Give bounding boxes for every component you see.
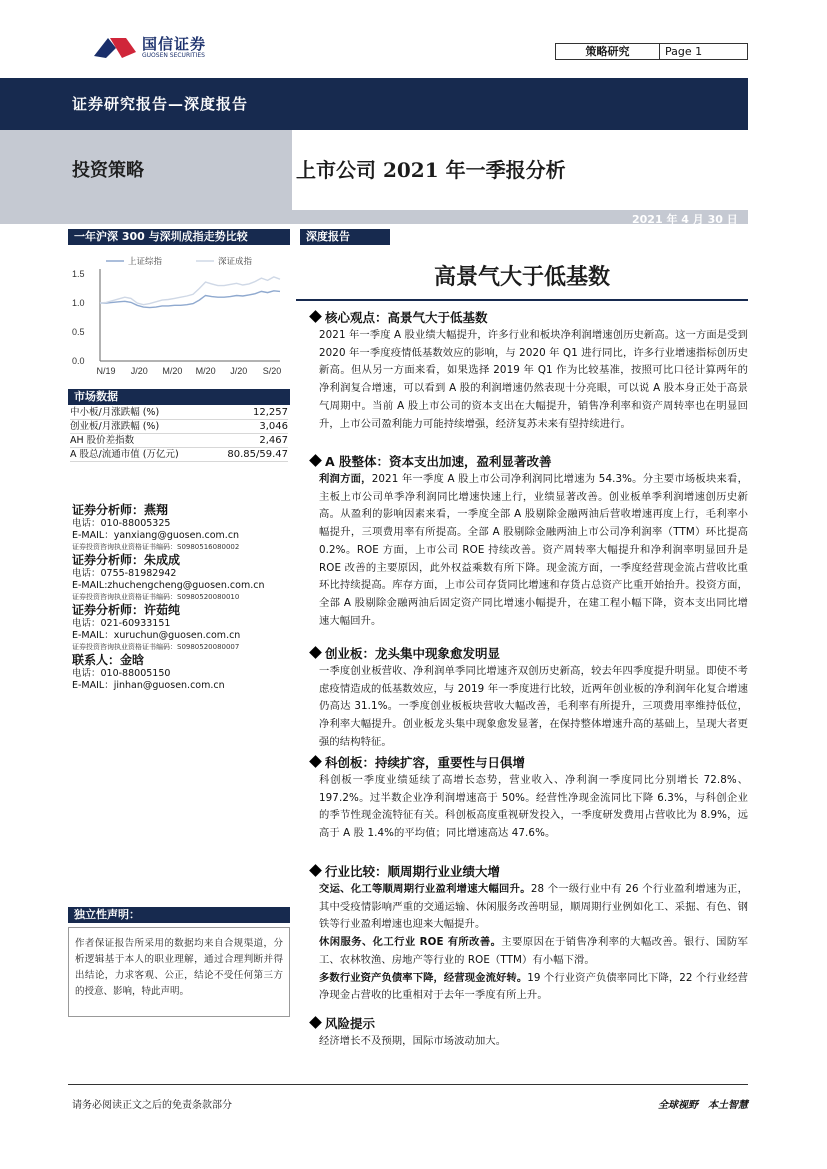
logo-name-cn: 国信证券 [142,35,207,53]
section-heading: 风险提示 [306,1015,748,1033]
header-grey-block [0,130,292,210]
section-risk [306,1015,748,1051]
analyst-block [72,502,290,552]
section-core-view [306,309,748,433]
diamond-bullet-icon [309,1016,322,1029]
series-line [100,291,280,308]
disclaimer-note: 请务必阅读正文之后的免责条款部分 [72,1100,232,1111]
section-paragraph: 经济增长不及预期，国际市场波动加大。 [319,1035,507,1047]
analyst-cert: 证券投资咨询执业资格证书编码：S0980520080010 [72,593,240,601]
x-tick-label: M/20 [195,366,216,376]
section-heading: 创业板：龙头集中现象愈发明显 [306,645,748,663]
diamond-bullet-icon [309,646,322,659]
x-tick-label: S/20 [262,366,282,376]
analyst-name: 证券分析师：许茹纯 [72,603,181,617]
analyst-list [72,502,290,692]
analyst-phone: 电话：010-88005325 [72,518,171,529]
table-row: 创业板/月涨跌幅 (%) 3,046 [70,421,288,432]
section-paragraph: 一季度创业板营收、净利润单季同比增速齐双创历史新高，较去年四季度提升明显。即使不考虑疫情造成的低基数效应，与 2019 年一季度进行比较，近两年创业板的净利润年化复合增速仍高达 31.1%。一季度创业板板块营收大幅改善，毛利率有所提升，三项费用率维持低位，净利率大幅提升。创业板龙头集中现象愈发显著，在保持整体增速升高的基础上，呈现大者更强的结构特征。 [319,665,748,748]
contact-phone: 电话：010-88005150 [72,668,171,679]
slogan: 全球视野 本土智慧 [658,1100,748,1111]
logo-name-en: GUOSEN SECURITIES [142,52,205,59]
category-label: 策略研究 [556,44,660,59]
footer-divider [68,1084,748,1085]
logo-mark-icon [92,32,138,62]
page-tag [555,43,748,60]
diamond-bullet-icon [309,755,322,768]
analyst-block [72,602,290,652]
x-tick-label: J/20 [230,366,248,376]
legend-label: 深证成指 [218,257,253,267]
contact-email[interactable]: E-MAIL：jinhan@guosen.com.cn [72,680,225,691]
series-line [100,277,280,305]
report-category: 投资策略 [72,160,144,181]
y-tick-label: 1.0 [72,298,85,308]
section-paragraph: 科创板一季度业绩延续了高增长态势，营业收入、净利润一季度同比分别增长 72.8%、197.2%。过半数企业净利润增速高于 50%。经营性净现金流同比下降 6.3%，与科创企业的季节性现金流特征有关。科创板高度重视研发投入，一季度研发费用占营收比为 8.9%，远高于 A 股 1.4%的平均值；同比增速高达 47.6%。 [319,774,748,840]
independence-heading: 独立性声明： [68,907,290,923]
table-row: 中小板/月涨跌幅 (%) 12,257 [70,407,288,418]
independence-statement: 作者保证报告所采用的数据均来自合规渠道，分析逻辑基于本人的职业理解，通过合理判断并得出结论，力求客观、公正，结论不受任何第三方的授意、影响，特此声明。 [68,927,290,1017]
chart-svg [68,249,290,379]
analyst-name: 证券分析师：朱成成 [72,553,181,567]
chart-heading: 一年沪深 300 与深圳成指走势比较 [68,229,290,245]
analyst-cert: 证券投资咨询执业资格证书编码：S0980520080007 [72,643,240,651]
guosen-logo [92,32,222,62]
page-number: Page 1 [665,45,703,58]
section-a-share [306,453,748,630]
analyst-email[interactable]: E-MAIL：yanxiang@guosen.com.cn [72,530,240,541]
analyst-email[interactable]: E-MAIL：xuruchun@guosen.com.cn [72,630,241,641]
section-paragraph: 多数行业资产负债率下降，经营现金流好转。19 个行业资产负债率同比下降，22 个行业经营净现金占营收的比重相对于去年一季度有所上升。 [319,971,749,1002]
y-tick-label: 0.5 [72,327,85,337]
analyst-block [72,552,290,602]
index-chart [68,249,290,379]
section-heading: A 股整体：资本支出加速，盈利显著改善 [306,453,748,471]
section-star-market [306,754,748,843]
section-heading: 科创板：持续扩容，重要性与日俱增 [306,754,748,772]
table-row: AH 股价差指数 2,467 [70,435,288,446]
x-tick-label: J/20 [130,366,148,376]
main-title: 高景气大于低基数 [433,264,610,290]
table-row: A 股总/流通市值 (万亿元) 80.85/59.47 [70,449,288,460]
analyst-name: 证券分析师：燕翔 [72,503,169,517]
contact-name: 联系人：金晗 [72,653,145,667]
report-type: 证券研究报告—深度报告 [72,95,249,113]
diamond-bullet-icon [309,864,322,877]
report-date: 2021 年 4 月 30 日 [632,213,738,226]
section-industry [306,863,748,1005]
section-heading: 核心观点：高景气大于低基数 [306,309,748,327]
y-tick-label: 1.5 [72,269,85,279]
legend-label: 上证综指 [128,257,163,267]
analyst-cert: 证券投资咨询执业资格证书编码：S0980516080002 [72,543,240,551]
analyst-phone: 电话：021-60933151 [72,618,171,629]
section-paragraph: 交运、化工等顺周期行业盈利增速大幅回升。28 个一级行业中有 26 个行业盈利增速为正，其中受疫情影响严重的交通运输、休闲服务改善明显，顺周期行业例如化工、采掘、有色、钢铁等行业盈利增速也迎来大幅提升。 [319,883,748,931]
report-title: 上市公司 2021 年一季报分析 [296,158,566,182]
analyst-block [72,652,290,692]
title-divider [296,299,748,301]
section-heading: 行业比较：顺周期行业业绩大增 [306,863,748,881]
diamond-bullet-icon [309,310,322,323]
section-paragraph: 休闲服务、化工行业 ROE 有所改善。主要原因在于销售净利率的大幅改善。银行、国防军工、农林牧渔、房地产等行业的 ROE（TTM）有小幅下滑。 [319,936,748,966]
section-chinext [306,645,748,752]
analyst-email[interactable]: E-MAIL:zhuchengcheng@guosen.com.cn [72,580,265,591]
y-tick-label: 0.0 [72,356,85,366]
x-tick-label: N/19 [96,366,116,376]
diamond-bullet-icon [309,454,322,467]
analyst-phone: 电话：0755-81982942 [72,568,177,579]
market-data-heading: 市场数据 [68,389,290,405]
section-paragraph: 2021 年一季度 A 股业绩大幅提升，许多行业和板块净利润增速创历史新高。这一方面是受到 2020 年一季度疫情低基数效应的影响，与 2020 年 Q1 进行同比，许多行业增速指标创历史新高。但从另一方面来看，如果选择 2019 年 Q1 作为比较基准，按照可比口径计算两年的净利润复合增速，可以看到 A 股的利润增速仍然表现十分亮眼，可以说 A 股本身正处于高景气周期中。当前 A 股上市公司的资本支出在大幅提升，销售净利率和资产周转率也在明显回升，上市公司盈利能力可能持续增强，经济复苏未来有望持续进行。 [319,329,748,430]
section-paragraph: 利润方面，2021 年一季度 A 股上市公司净利润同比增速为 54.3%。分主要市场板块来看，主板上市公司单季净利润同比增速快速上行，业绩显著改善。创业板单季利润增速创历史新高。从盈利的影响因素来看，一季度全部 A 股剔除金融两油后营收增速再度上行，毛利率小幅提升，三项费用率有所提高。全部 A 股剔除金融两油上市公司净利润率（TTM）环比提高 0.2%。ROE 方面，上市公司 ROE 持续改善。资产周转率大幅提升和净利润率明显回升是 ROE 改善的主要原因，此外权益乘数有所下降。现金流方面，一季度经营现金流占营收比重环比持续提高。库存方面，上市公司存货同比增速和存货占总资产比重开始抬升。投资方面，全部 A 股剔除金融两油后固定资产同比增速小幅提升，在建工程小幅下降，资本支出同比增速大幅回升。 [319,473,748,627]
report-tag: 深度报告 [300,229,390,245]
market-data-table [70,406,288,462]
x-tick-label: M/20 [162,366,183,376]
